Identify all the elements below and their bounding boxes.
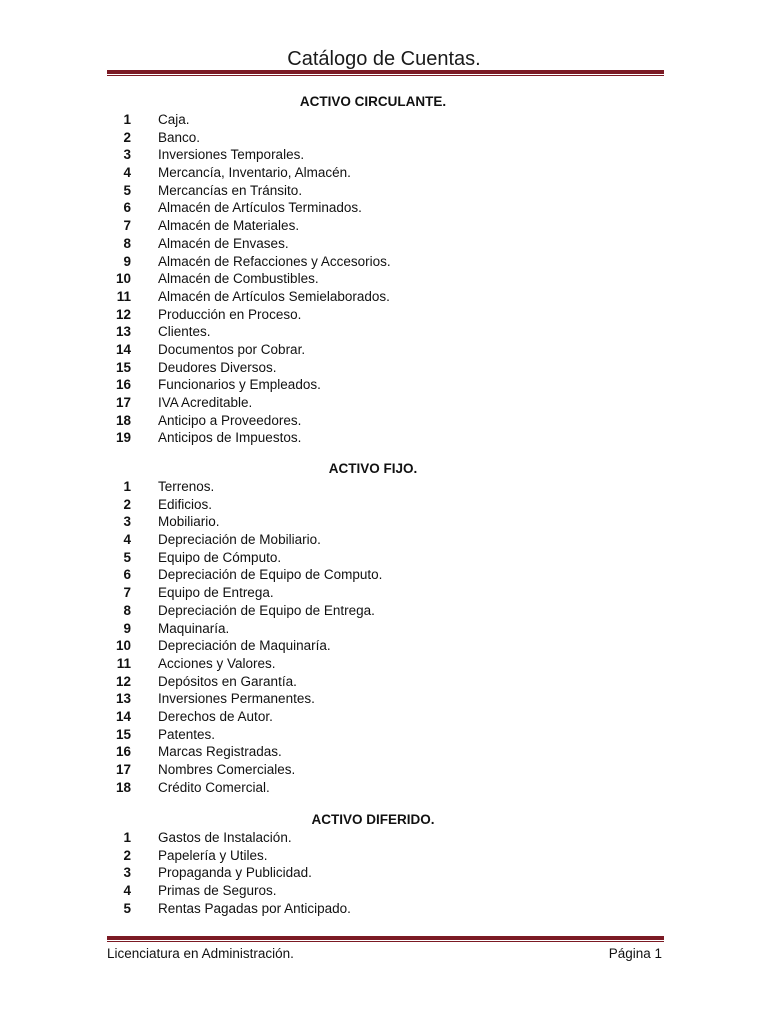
- account-number: 5: [123, 900, 131, 916]
- account-number: 4: [123, 532, 131, 548]
- account-number: 14: [115, 708, 131, 724]
- account-number: 2: [123, 847, 131, 863]
- account-number: 3: [123, 514, 131, 530]
- account-name: Depreciación de Maquinaría.: [158, 638, 331, 654]
- account-name: Crédito Comercial.: [158, 779, 270, 795]
- account-name: Clientes.: [158, 324, 211, 340]
- account-name: Almacén de Artículos Semielaborados.: [158, 288, 390, 304]
- page-title: Catálogo de Cuentas.: [287, 48, 481, 70]
- account-number: 7: [123, 585, 131, 601]
- account-name: Inversiones Temporales.: [158, 147, 305, 163]
- account-name: Mercancía, Inventario, Almacén.: [158, 165, 351, 181]
- section-title-activo-fijo: ACTIVO FIJO.: [328, 461, 418, 476]
- account-name: Mobiliario.: [158, 514, 220, 530]
- account-name: Depreciación de Equipo de Computo.: [158, 567, 383, 583]
- account-name: Banco.: [158, 129, 201, 145]
- account-name: Caja.: [158, 112, 190, 127]
- account-number: 12: [115, 673, 131, 689]
- account-number: 9: [123, 253, 131, 269]
- account-name: Depósitos en Garantía.: [158, 673, 297, 689]
- account-number: 11: [116, 655, 131, 671]
- footer-page-number: Página 1: [608, 946, 662, 961]
- account-number: 10: [115, 638, 131, 654]
- account-name: Almacén de Refacciones y Accesorios.: [158, 253, 391, 269]
- account-number: 8: [123, 602, 131, 618]
- account-name: Maquinaría.: [158, 620, 230, 636]
- account-name: Gastos de Instalación.: [158, 830, 292, 845]
- account-number: 10: [115, 271, 131, 287]
- account-number: 18: [115, 779, 131, 795]
- account-number: 14: [115, 341, 131, 357]
- account-number: 3: [123, 865, 131, 881]
- account-name: Terrenos.: [158, 479, 215, 494]
- account-name: Deudores Diversos.: [158, 359, 277, 375]
- account-number: 1: [123, 112, 131, 127]
- account-name: Documentos por Cobrar.: [158, 341, 306, 357]
- account-name: Anticipos de Impuestos.: [158, 430, 302, 446]
- account-name: Equipo de Cómputo.: [158, 549, 282, 565]
- account-number: 6: [123, 567, 131, 583]
- account-name: Acciones y Valores.: [158, 655, 276, 671]
- account-number: 18: [115, 412, 131, 428]
- account-name: Almacén de Envases.: [158, 235, 289, 251]
- account-name: Derechos de Autor.: [158, 708, 273, 724]
- account-name: Mercancías en Tránsito.: [158, 182, 303, 198]
- footer-rule: [107, 936, 664, 942]
- account-name: Marcas Registradas.: [158, 744, 282, 760]
- account-number: 3: [123, 147, 131, 163]
- account-number: 2: [123, 129, 131, 145]
- account-number: 13: [115, 324, 131, 340]
- account-number: 5: [123, 549, 131, 565]
- account-name: Primas de Seguros.: [158, 883, 277, 899]
- header-rule: [107, 70, 664, 76]
- account-name: Almacén de Materiales.: [158, 218, 300, 234]
- account-number: 2: [123, 496, 131, 512]
- account-name: Edificios.: [158, 496, 213, 512]
- account-number: 17: [115, 762, 131, 777]
- account-name: Patentes.: [158, 726, 216, 742]
- account-name: Almacén de Combustibles.: [158, 271, 319, 287]
- account-number: 15: [115, 359, 131, 375]
- account-number: 12: [115, 306, 131, 322]
- account-name: Rentas Pagadas por Anticipado.: [158, 900, 351, 916]
- account-name: Propaganda y Publicidad.: [158, 865, 312, 881]
- section-title-activo-circulante: ACTIVO CIRCULANTE.: [299, 94, 447, 109]
- footer-course-name: Licenciatura en Administración.: [107, 946, 294, 961]
- account-name: Almacén de Artículos Terminados.: [158, 200, 362, 216]
- account-name: Depreciación de Equipo de Entrega.: [158, 602, 375, 618]
- account-number: 17: [115, 395, 131, 410]
- account-number: 13: [115, 691, 131, 707]
- account-name: Producción en Proceso.: [158, 306, 302, 322]
- account-number: 7: [123, 218, 131, 234]
- account-number: 16: [115, 377, 131, 393]
- account-name: Depreciación de Mobiliario.: [158, 532, 321, 548]
- account-number: 1: [123, 479, 131, 494]
- account-number: 6: [123, 200, 131, 216]
- account-name: Papelería y Utiles.: [158, 847, 268, 863]
- account-number: 15: [115, 726, 131, 742]
- account-number: 8: [123, 235, 131, 251]
- account-number: 1: [123, 830, 131, 845]
- account-name: Equipo de Entrega.: [158, 585, 274, 601]
- account-name: Inversiones Permanentes.: [158, 691, 315, 707]
- account-number: 5: [123, 182, 131, 198]
- account-name: Anticipo a Proveedores.: [158, 412, 302, 428]
- account-number: 4: [123, 165, 131, 181]
- account-number: 11: [116, 288, 131, 304]
- account-number: 19: [115, 430, 131, 446]
- account-number: 9: [123, 620, 131, 636]
- account-number: 4: [123, 883, 131, 899]
- account-number: 16: [115, 744, 131, 760]
- account-name: IVA Acreditable.: [158, 395, 253, 410]
- account-name: Funcionarios y Empleados.: [158, 377, 321, 393]
- account-name: Nombres Comerciales.: [158, 762, 296, 777]
- section-title-activo-diferido: ACTIVO DIFERIDO.: [311, 812, 435, 827]
